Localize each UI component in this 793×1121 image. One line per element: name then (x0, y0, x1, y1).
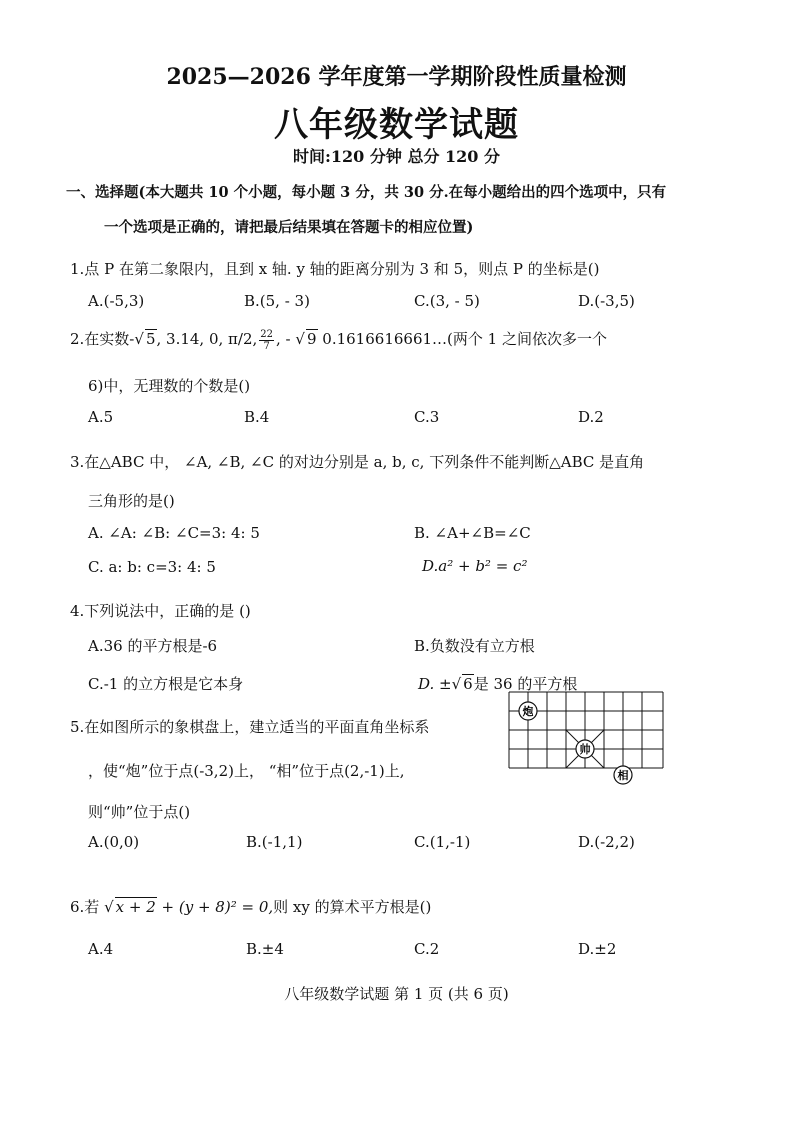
q3-option-b: B. ∠A+∠B=∠C (414, 524, 531, 542)
q4-option-a: A.36 的平方根是-6 (88, 637, 218, 655)
q6-stem-a: 6.若 (70, 898, 100, 916)
q6-option-d: D.±2 (578, 940, 617, 958)
chess-board-figure (507, 690, 667, 790)
q3-option-d: D.a² + b² = c² (422, 557, 528, 575)
exam-title: 八年级数学试题 (274, 105, 519, 145)
q6-stem-b: 则 xy 的算术平方根是() (273, 898, 432, 916)
q5-option-d: D.(-2,2) (578, 833, 635, 851)
q1-option-b: B.(5, - 3) (244, 292, 310, 310)
piece-pao-label: 炮 (522, 705, 534, 718)
q5-option-c: C.(1,-1) (414, 833, 471, 851)
piece-xiang-label: 相 (617, 769, 629, 782)
q2-stem-b: , 3.14, 0, π/2, (156, 330, 258, 348)
q2-option-a: A.5 (88, 408, 114, 426)
piece-shuai-label: 帅 (579, 743, 591, 756)
piece-xiang (614, 766, 632, 784)
q2-sqrt9: 9 (306, 330, 317, 348)
section-heading-line2: 一个选项是正确的，请把最后结果填在答题卡的相应位置) (104, 219, 474, 236)
q5-stem-line2: ，使“炮”位于点(-3,2)上， “相”位于点(2,-1)上, (88, 762, 405, 780)
q3-option-c: C. a: b: c=3: 4: 5 (88, 558, 216, 576)
q6-stem: 6.若 √ x + 2 + (y + 8)² = 0,则 xy 的算术平方根是() (70, 898, 432, 916)
q1-option-a: A.(-5,3) (88, 292, 145, 310)
q6-radicand: x + 2 (115, 898, 156, 916)
q2-option-b: B.4 (244, 408, 270, 426)
q5-option-a: A.(0,0) (88, 833, 140, 851)
q3-stem: 3.在△ABC 中， ∠A, ∠B, ∠C 的对边分别是 a, b, c, 下列条件不能判断△ABC 是直角 (70, 453, 645, 471)
section-heading-line1: 一、选择题(本大题共 10 个小题，每小题 3 分，共 30 分.在每小题给出的四个选项中，只有 (66, 184, 667, 201)
q4-option-c: C.-1 的立方根是它本身 (88, 675, 244, 693)
q2-frac-num: 22 (260, 328, 274, 340)
q4-option-d-post: 是 36 的平方根 (473, 675, 578, 693)
piece-shuai (576, 740, 594, 758)
q2-stem-line2: 6)中，无理数的个数是() (88, 377, 251, 395)
q6-expression: + (y + 8)² = 0, (156, 898, 274, 916)
q2-stem: 2.在实数-√ 5, 3.14, 0, π/2, $\frac{22}{7}$ , - √ 9 0.1616616661…(两个 1 之间依次多一个 (70, 328, 607, 352)
q4-stem: 4.下列说法中，正确的是 () (70, 602, 251, 620)
q1-stem: 1.点 P 在第二象限内，且到 x 轴. y 轴的距离分别为 3 和 5，则点 P 的坐标是() (70, 260, 600, 278)
piece-pao (519, 702, 537, 720)
q4-option-b: B.负数没有立方根 (414, 637, 535, 655)
q1-option-d: D.(-3,5) (578, 292, 635, 310)
q2-frac-den: 7 (263, 340, 270, 352)
q1-option-c: C.(3, - 5) (414, 292, 480, 310)
exam-series-title: 2025—2026 学年度第一学期阶段性质量检测 (166, 64, 627, 90)
q4-option-d-rad: 6 (463, 675, 473, 693)
q2-stem-a: 2.在实数- (70, 330, 135, 348)
q2-sqrt5: 5 (145, 330, 156, 348)
q2-stem-c: , - (276, 330, 291, 348)
q3-stem-line2: 三角形的是() (88, 492, 175, 510)
q5-stem-line3: 则“帅”位于点() (88, 803, 191, 821)
q4-option-d-pre: D. ± (418, 675, 452, 693)
q6-option-a: A.4 (88, 940, 114, 958)
q2-option-d: D.2 (578, 408, 604, 426)
q4-option-d: D. ±√ 6是 36 的平方根 (418, 675, 578, 693)
q6-option-c: C.2 (414, 940, 440, 958)
q3-option-a: A. ∠A: ∠B: ∠C=3: 4: 5 (88, 524, 260, 542)
q6-option-b: B.±4 (246, 940, 284, 958)
exam-time-score: 时间:120 分钟 总分 120 分 (293, 147, 500, 166)
q5-stem: 5.在如图所示的象棋盘上，建立适当的平面直角坐标系 (70, 718, 430, 736)
q2-fraction (259, 329, 274, 352)
q5-option-b: B.(-1,1) (246, 833, 303, 851)
q2-stem-d: 0.1616616661…(两个 1 之间依次多一个 (317, 330, 607, 348)
q2-option-c: C.3 (414, 408, 440, 426)
page-footer: 八年级数学试题 第 1 页 (共 6 页) (284, 985, 509, 1003)
